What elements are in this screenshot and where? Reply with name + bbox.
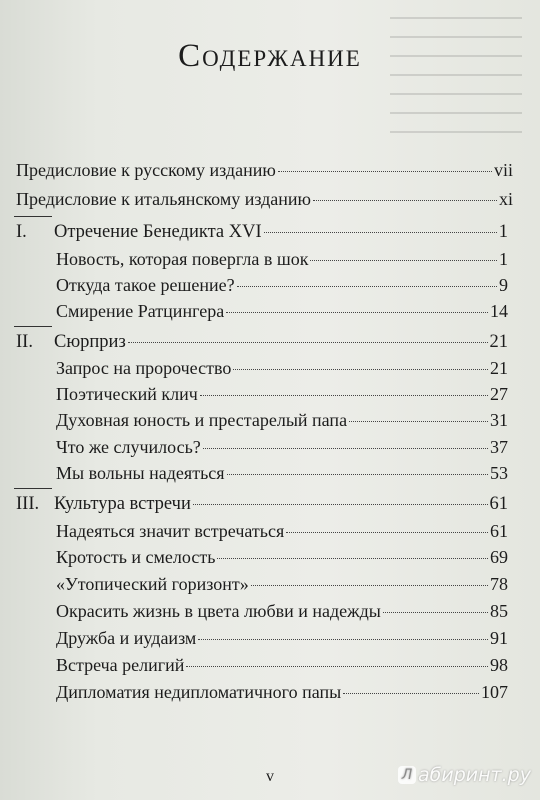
leader-dots <box>128 342 488 343</box>
toc-entry-page: 1 <box>499 249 508 269</box>
leader-dots <box>217 558 488 559</box>
toc-entry-page: 107 <box>481 682 508 702</box>
watermark <box>398 764 538 794</box>
toc-entry-page: 85 <box>490 601 508 621</box>
toc-entry <box>56 301 508 322</box>
toc-entry-page: 1 <box>498 222 508 242</box>
chapter-number: III. <box>16 494 40 514</box>
toc-entry-title: Окрасить жизнь в цвета любви и надежды <box>56 601 381 621</box>
leader-dots <box>349 421 488 422</box>
leader-dots <box>343 693 479 694</box>
chapter-number: II. <box>16 332 33 352</box>
toc-entry-title: Предисловие к итальянскому изданию <box>16 189 311 209</box>
toc-entry-title: Предисловие к русскому изданию <box>16 160 276 180</box>
leader-dots <box>193 504 488 505</box>
leader-dots <box>286 532 488 533</box>
chapter-number: I. <box>16 222 27 242</box>
toc-entry-page: 69 <box>490 547 508 567</box>
toc-entry <box>56 547 508 568</box>
toc-entry-page: 31 <box>490 410 508 430</box>
toc-entry-title: Смирение Ратцингера <box>56 301 225 321</box>
toc-chapter <box>16 494 508 515</box>
page-number: v <box>266 768 274 785</box>
toc-entry-page: vii <box>493 160 513 180</box>
toc-entry-title: «Утопический горизонт» <box>56 574 249 594</box>
toc-entry-title: Дружба и иудаизм <box>56 628 197 648</box>
toc-entry-page: 27 <box>490 384 508 404</box>
toc-entry-page: 61 <box>490 521 508 541</box>
toc-entry-title: Культура встречи <box>54 494 191 514</box>
toc-chapter <box>16 332 508 353</box>
toc-entry-title: Встреча религий <box>56 655 185 675</box>
toc-entry-title: Запрос на пророчество <box>56 358 232 378</box>
toc-entry-title: Дипломатия недипломатичного папы <box>56 682 342 702</box>
leader-dots <box>233 369 488 370</box>
toc-entry-title: Что же случилось? <box>56 437 201 457</box>
leader-dots <box>227 474 488 475</box>
toc-chapter <box>16 222 508 243</box>
leader-dots <box>313 200 497 201</box>
leader-dots <box>226 312 488 313</box>
section-rule <box>14 216 52 217</box>
toc-entry-page: 37 <box>490 437 508 457</box>
toc-entry-page: 53 <box>490 463 508 483</box>
toc-entry-title: Поэтический клич <box>56 384 198 404</box>
toc-entry-title: Отречение Бенедикта XVI <box>54 222 262 242</box>
watermark-text: абиринт.ру <box>418 764 531 786</box>
toc-entry-title: Сюрприз <box>54 332 126 352</box>
leader-dots <box>200 395 488 396</box>
toc-entry <box>56 275 508 296</box>
toc-entry <box>56 601 508 622</box>
leader-dots <box>383 612 488 613</box>
toc-entry <box>56 358 508 379</box>
toc-entry-page: 21 <box>490 358 508 378</box>
toc-entry <box>16 189 513 210</box>
section-rule <box>14 488 52 489</box>
toc-entry-title: Новость, которая повергла в шок <box>56 249 309 269</box>
toc-entry-page: 91 <box>490 628 508 648</box>
toc-entry <box>56 249 508 270</box>
toc-entry-page: xi <box>498 189 513 209</box>
toc-entry-title: Откуда такое решение? <box>56 275 235 295</box>
toc-entry-title: Мы вольны надеяться <box>56 463 225 483</box>
leader-dots <box>278 171 492 172</box>
leader-dots <box>310 260 497 261</box>
leader-dots <box>198 639 488 640</box>
toc-entry-title: Духовная юность и престарелый папа <box>56 410 348 430</box>
leader-dots <box>237 286 497 287</box>
toc-entry-page: 61 <box>489 494 508 514</box>
toc-entry <box>56 628 508 649</box>
leader-dots <box>186 666 488 667</box>
toc-entry <box>56 682 508 703</box>
toc-entry <box>56 655 508 676</box>
toc-entry-page: 78 <box>490 574 508 594</box>
labirint-logo-icon: Л <box>398 766 416 784</box>
leader-dots <box>264 232 497 233</box>
toc-entry <box>56 410 508 431</box>
toc-entry <box>56 384 508 405</box>
bleed-through-text <box>370 0 540 150</box>
toc-entry-page: 98 <box>490 655 508 675</box>
toc-entry-page: 14 <box>490 301 508 321</box>
toc-entry <box>56 437 508 458</box>
toc-entry <box>56 574 508 595</box>
toc-entry <box>56 521 508 542</box>
toc-entry <box>56 463 508 484</box>
leader-dots <box>251 585 488 586</box>
toc-entry-title: Кротость и смелость <box>56 547 216 567</box>
leader-dots <box>203 448 488 449</box>
toc-entry <box>16 160 513 181</box>
toc-entry-page: 21 <box>489 332 508 352</box>
page-title: Содержание <box>178 38 362 74</box>
toc-entry-title: Надеяться значит встречаться <box>56 521 285 541</box>
section-rule <box>14 326 52 327</box>
toc-entry-page: 9 <box>499 275 508 295</box>
